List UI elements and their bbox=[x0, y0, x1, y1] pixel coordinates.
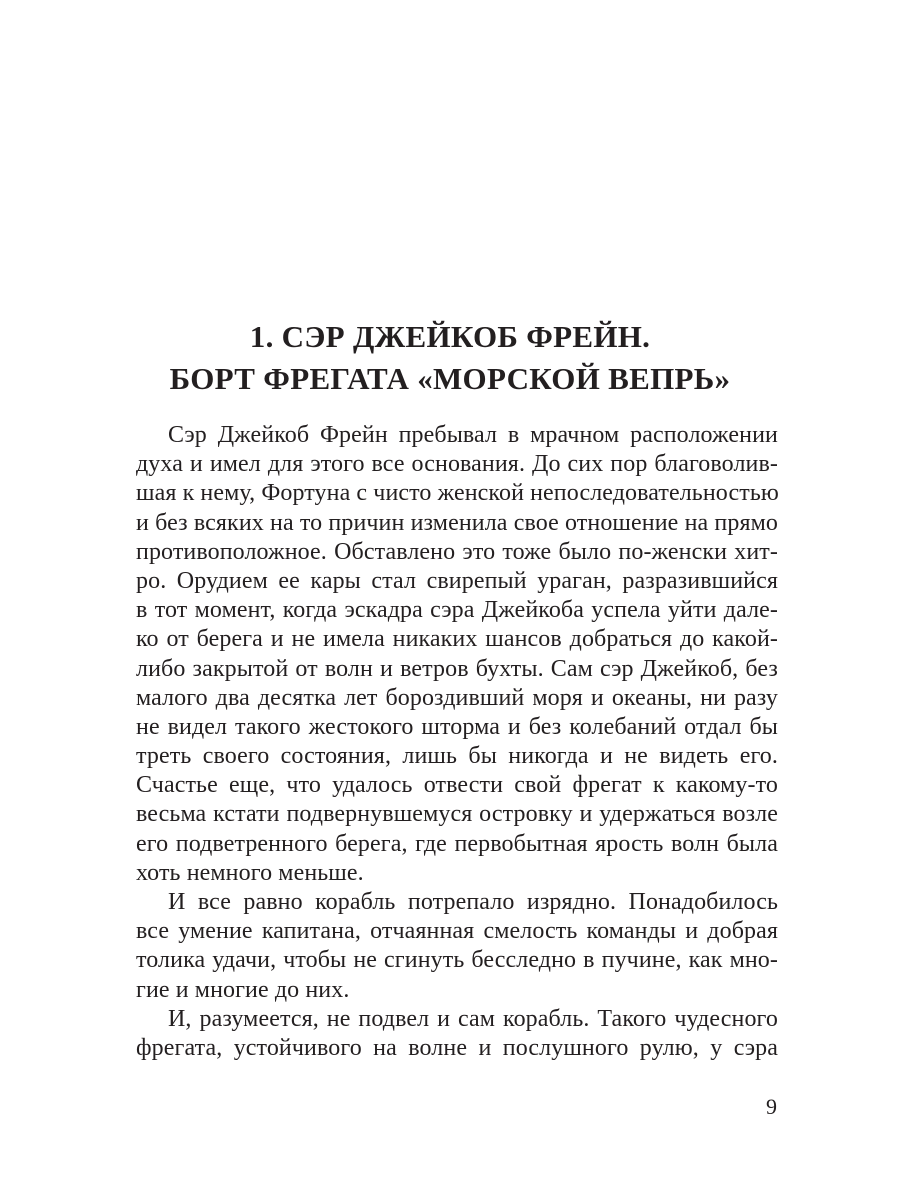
text-line: хоть немного меньше. bbox=[136, 859, 364, 886]
text-line: и без всяких на то причин изменила свое отношение на прямо bbox=[136, 509, 778, 536]
text-line: духа и имел для этого все основания. До сих пор благоволив- bbox=[136, 451, 778, 478]
text-line: И, разумеется, не подвел и сам корабль. Такого чудесного bbox=[168, 1005, 778, 1032]
chapter-title-line-1: 1. СЭР ДЖЕЙКОБ ФРЕЙН. bbox=[249, 319, 651, 354]
text-line: ко от берега и не имела никаких шансов добраться до какой- bbox=[136, 626, 778, 653]
chapter-title-line-2: БОРТ ФРЕГАТА «МОРСКОЙ ВЕПРЬ» bbox=[169, 361, 731, 396]
text-line: ро. Орудием ее кары стал свирепый ураган, разразившийся bbox=[136, 567, 778, 594]
text-line: его подветренного берега, где первобытная ярость волн была bbox=[136, 830, 778, 857]
text-line: шая к нему, Фортуна с чисто женской непоследовательностью bbox=[136, 480, 779, 507]
text-line: толика удачи, чтобы не сгинуть бесследно в пучине, как мно- bbox=[136, 947, 778, 974]
paragraph-2 bbox=[136, 888, 778, 1005]
text-line: либо закрытой от волн и ветров бухты. Сам сэр Джейкоб, без bbox=[136, 655, 778, 682]
text-line: Счастье еще, что удалось отвести свой фрегат к какому-то bbox=[136, 772, 778, 799]
text-line: не видел такого жестокого шторма и без колебаний отдал бы bbox=[136, 713, 778, 740]
paragraph-1 bbox=[136, 421, 778, 888]
chapter-title bbox=[120, 316, 780, 400]
paragraph-3 bbox=[136, 1005, 778, 1063]
text-line: в тот момент, когда эскадра сэра Джейкоба успела уйти дале- bbox=[136, 597, 778, 624]
text-line: все умение капитана, отчаянная смелость команды и добрая bbox=[136, 918, 778, 945]
text-line: противоположное. Обставлено это тоже было по-женски хит- bbox=[136, 538, 778, 565]
page-number: 9 bbox=[766, 1094, 777, 1119]
text-line: И все равно корабль потрепало изрядно. Понадобилось bbox=[168, 889, 778, 915]
text-line: малого два десятка лет бороздивший моря и океаны, ни разу bbox=[136, 684, 778, 711]
body-text bbox=[136, 421, 778, 1063]
text-line: фрегата, устойчивого на волне и послушного рулю, у сэра bbox=[136, 1034, 778, 1061]
text-line: треть своего состояния, лишь бы никогда и не видеть его. bbox=[136, 743, 778, 770]
text-line: весьма кстати подвернувшемуся островку и удержаться возле bbox=[136, 801, 778, 828]
text-line: гие и многие до них. bbox=[136, 976, 350, 1003]
text-line: Сэр Джейкоб Фрейн пребывал в мрачном расположении bbox=[168, 422, 778, 448]
